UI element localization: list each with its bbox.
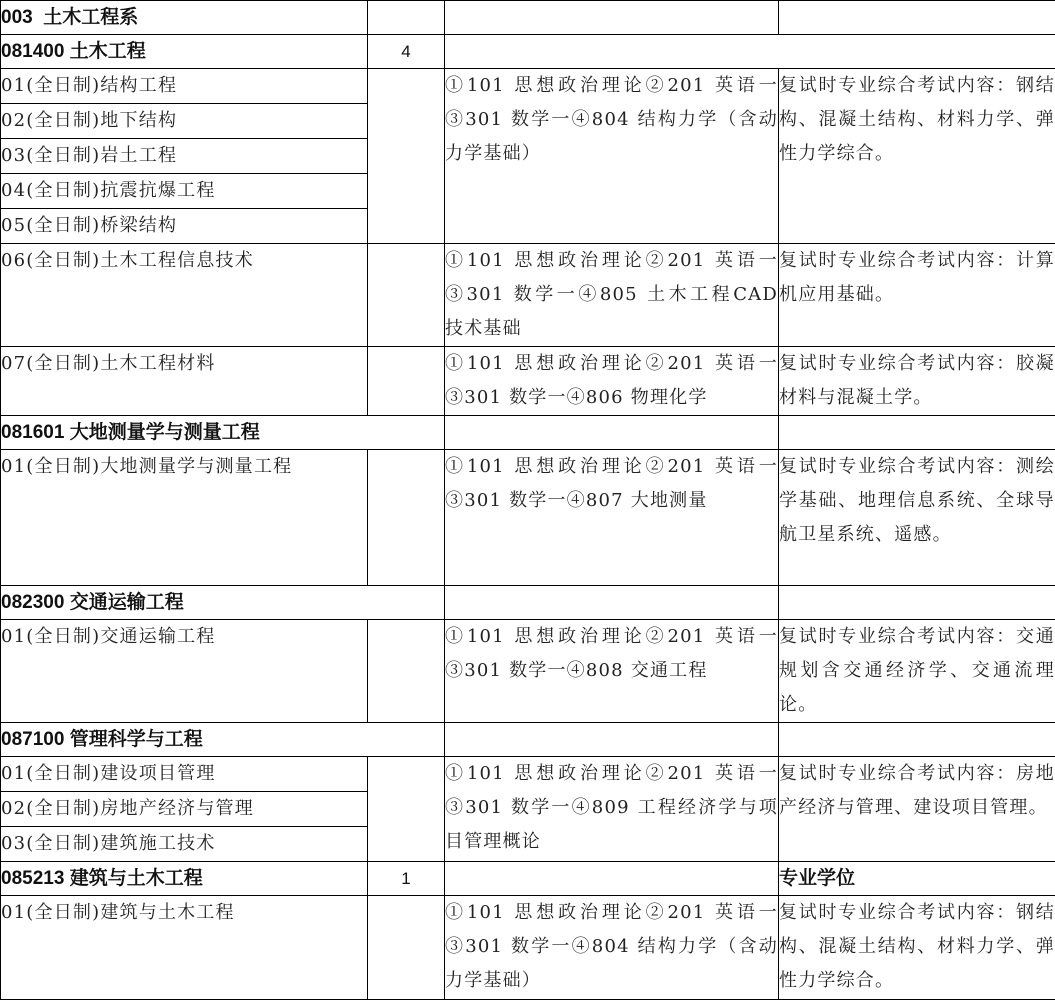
major-name: 管理科学与工程 [70, 729, 203, 750]
major-code: 081400 [1, 41, 64, 62]
department-note-cell [779, 1, 1055, 35]
research-direction: 01(全日制)交通运输工程 [1, 620, 368, 723]
major-name: 交通运输工程 [70, 592, 184, 613]
research-direction: 02(全日制)地下结构 [1, 104, 368, 139]
major-blank-cell [445, 35, 1055, 69]
major-code: 085213 [1, 868, 64, 889]
department-count-cell [368, 1, 445, 35]
table-row [1, 620, 1055, 723]
count-cell [368, 450, 445, 586]
exam-subjects: ①101 思想政治理论②201 英语一③301 数学一④809 工程经济学与项目管理概论 [445, 757, 779, 862]
table-row [1, 244, 1055, 347]
major-title-management [1, 723, 445, 757]
department-code: 003 [1, 7, 33, 28]
major-exam-cell [445, 862, 779, 896]
major-code: 082300 [1, 592, 64, 613]
research-direction: 02(全日制)房地产经济与管理 [1, 792, 368, 827]
exam-subjects: ①101 思想政治理论②201 英语一③301 数学一④804 结构力学（含动力学基础） [445, 896, 779, 1000]
count-cell [368, 757, 445, 862]
table-row [1, 896, 1055, 1000]
major-row-civil [1, 35, 1055, 69]
major-note-cell [779, 586, 1055, 620]
exam-subjects: ①101 思想政治理论②201 英语一③301 数学一④805 土木工程CAD 技术基础 [445, 244, 779, 347]
research-direction: 01(全日制)建筑与土木工程 [1, 896, 368, 1000]
table-row [1, 347, 1055, 416]
research-direction: 01(全日制)结构工程 [1, 69, 368, 104]
exam-subjects: ①101 思想政治理论②201 英语一③301 数学一④804 结构力学（含动力学基础） [445, 69, 779, 244]
exam-subjects: ①101 思想政治理论②201 英语一③301 数学一④807 大地测量 [445, 450, 779, 586]
major-title-geodesy [1, 416, 445, 450]
exam-subjects: ①101 思想政治理论②201 英语一③301 数学一④808 交通工程 [445, 620, 779, 723]
count-cell [368, 347, 445, 416]
degree-type-label: 专业学位 [779, 862, 1055, 896]
department-name: 土木工程系 [43, 7, 138, 28]
major-name: 建筑与土木工程 [70, 868, 203, 889]
research-direction: 03(全日制)建筑施工技术 [1, 827, 368, 862]
exam-note: 复试时专业综合考试内容：钢结构、混凝土结构、材料力学、弹性力学综合。 [779, 896, 1055, 1000]
research-direction: 04(全日制)抗震抗爆工程 [1, 174, 368, 209]
department-title [1, 1, 368, 35]
major-exam-cell [445, 723, 779, 757]
count-cell [368, 244, 445, 347]
research-direction: 05(全日制)桥梁结构 [1, 209, 368, 244]
exam-subjects: ①101 思想政治理论②201 英语一③301 数学一④806 物理化学 [445, 347, 779, 416]
major-count: 1 [368, 862, 445, 896]
exam-note: 复试时专业综合考试内容：测绘学基础、地理信息系统、全球导航卫星系统、遥感。 [779, 450, 1055, 586]
table-row [1, 69, 1055, 104]
major-code: 081601 [1, 422, 64, 443]
major-name: 大地测量学与测量工程 [70, 422, 260, 443]
major-code: 087100 [1, 729, 64, 750]
major-row-geodesy [1, 416, 1055, 450]
exam-note: 复试时专业综合考试内容：计算机应用基础。 [779, 244, 1055, 347]
major-name: 土木工程 [70, 41, 146, 62]
research-direction: 07(全日制)土木工程材料 [1, 347, 368, 416]
exam-note: 复试时专业综合考试内容：钢结构、混凝土结构、材料力学、弹性力学综合。 [779, 69, 1055, 244]
major-title-transport [1, 586, 445, 620]
research-direction: 06(全日制)土木工程信息技术 [1, 244, 368, 347]
major-count: 4 [368, 35, 445, 69]
major-note-cell [779, 723, 1055, 757]
major-exam-cell [445, 586, 779, 620]
count-cell [368, 69, 445, 244]
major-exam-cell [445, 416, 779, 450]
major-note-cell [779, 416, 1055, 450]
research-direction: 01(全日制)大地测量学与测量工程 [1, 450, 368, 586]
department-row [1, 1, 1055, 35]
major-title-civil [1, 35, 368, 69]
exam-note: 复试时专业综合考试内容：交通规划含交通经济学、交通流理论。 [779, 620, 1055, 723]
exam-note: 复试时专业综合考试内容：胶凝材料与混凝土学。 [779, 347, 1055, 416]
table-row [1, 450, 1055, 586]
count-cell [368, 620, 445, 723]
research-direction: 01(全日制)建设项目管理 [1, 757, 368, 792]
major-title-building [1, 862, 368, 896]
major-row-building [1, 862, 1055, 896]
table-row [1, 757, 1055, 792]
department-exam-cell [445, 1, 779, 35]
research-direction: 03(全日制)岩土工程 [1, 139, 368, 174]
major-row-transport [1, 586, 1055, 620]
exam-note: 复试时专业综合考试内容：房地产经济与管理、建设项目管理。 [779, 757, 1055, 862]
count-cell [368, 896, 445, 1000]
major-row-management [1, 723, 1055, 757]
